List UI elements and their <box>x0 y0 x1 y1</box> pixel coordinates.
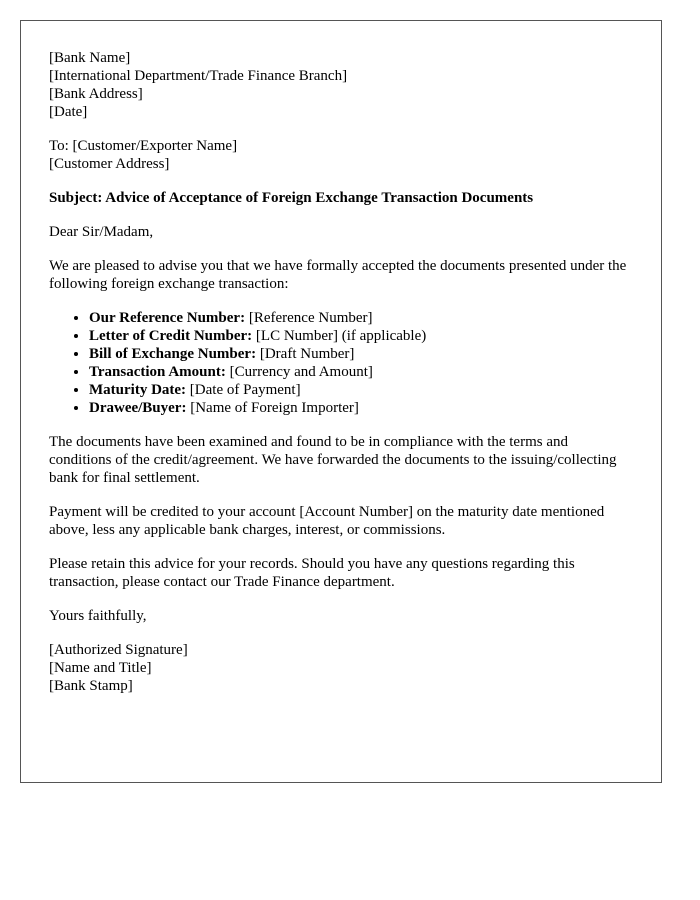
compliance-paragraph: The documents have been examined and found to be in compliance with the terms and conditions of the credit/agreement. We have forwarded the documents to the issuing/collecting bank for final settlement. <box>49 434 617 486</box>
detail-label: Our Reference Number: <box>89 310 246 326</box>
detail-label: Letter of Credit Number: <box>89 328 253 344</box>
name-and-title: [Name and Title] <box>49 660 152 676</box>
sender-block <box>49 49 633 121</box>
intro-paragraph: We are pleased to advise you that we have formally accepted the documents presented under the following foreign exchange transaction: <box>49 258 627 292</box>
payment-paragraph: Payment will be credited to your account [Account Number] on the maturity date mentioned above, less any applicable bank charges, interest, or commissions. <box>49 504 605 538</box>
detail-value: [LC Number] (if applicable) <box>252 328 427 344</box>
subject-text: Subject: Advice of Acceptance of Foreign Exchange Transaction Documents <box>49 190 534 206</box>
detail-label: Drawee/Buyer: <box>89 400 187 416</box>
recipient-block <box>49 137 633 173</box>
letter <box>20 20 662 783</box>
authorized-signature: [Authorized Signature] <box>49 642 188 658</box>
detail-value: [Reference Number] <box>245 310 373 326</box>
bank-name: [Bank Name] <box>49 50 131 66</box>
list-item <box>89 345 633 363</box>
list-item <box>89 327 633 345</box>
list-item <box>89 363 633 381</box>
detail-label: Bill of Exchange Number: <box>89 346 257 362</box>
detail-value: [Date of Payment] <box>186 382 301 398</box>
recipient-name: To: [Customer/Exporter Name] <box>49 138 238 154</box>
letter-date: [Date] <box>49 104 88 120</box>
transaction-details-list <box>49 309 633 417</box>
detail-value: [Currency and Amount] <box>225 364 373 380</box>
signature-block <box>49 641 633 695</box>
list-item <box>89 399 633 417</box>
subject-line <box>49 189 633 207</box>
detail-label: Transaction Amount: <box>89 364 226 380</box>
retain-paragraph: Please retain this advice for your records. Should you have any questions regarding this transaction, please contact our Trade Finance department. <box>49 556 575 590</box>
bank-stamp: [Bank Stamp] <box>49 678 133 694</box>
bank-department: [International Department/Trade Finance Branch] <box>49 68 348 84</box>
bank-address: [Bank Address] <box>49 86 143 102</box>
detail-value: [Draft Number] <box>256 346 355 362</box>
detail-value: [Name of Foreign Importer] <box>186 400 359 416</box>
detail-label: Maturity Date: <box>89 382 187 398</box>
closing: Yours faithfully, <box>49 608 147 624</box>
list-item <box>89 381 633 399</box>
recipient-address: [Customer Address] <box>49 156 170 172</box>
list-item <box>89 309 633 327</box>
salutation: Dear Sir/Madam, <box>49 224 154 240</box>
